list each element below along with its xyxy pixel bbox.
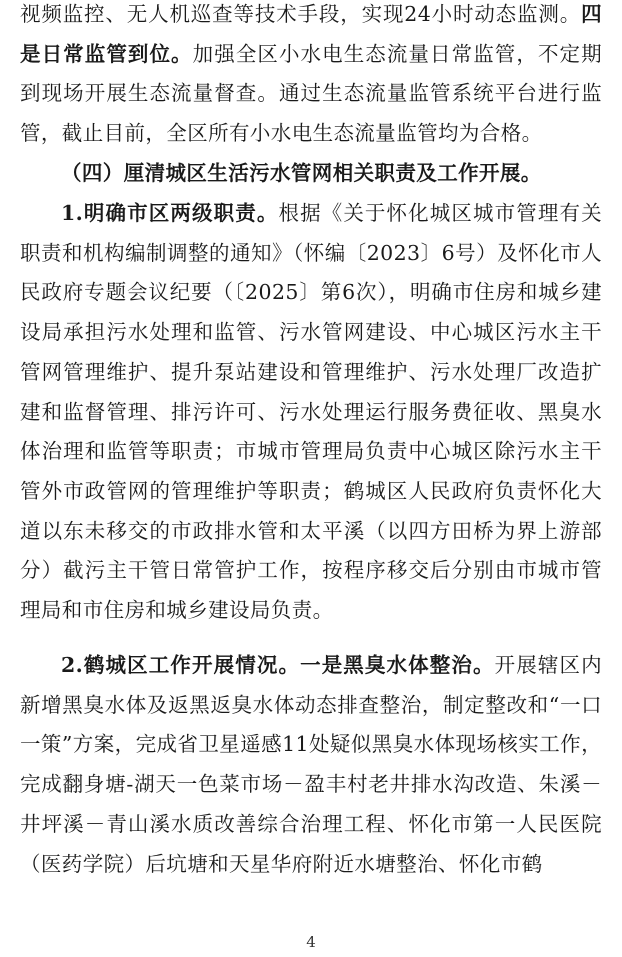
text-run: 视频监控、无人机巡查等技术手段，实现24小时动态监测。 <box>20 2 582 26</box>
paragraph-work-progress <box>20 646 602 884</box>
paragraph-responsibilities <box>20 194 602 631</box>
page-number: 4 <box>306 933 316 951</box>
text-run: 加强全区小水电生态流量日常监管，不定期到现场开展生态流量督查。通过生态流量监管系统平台进行监管，截止目前，全区所有小水电生态流量监管均为合格。 <box>20 41 603 146</box>
section-heading <box>20 154 602 194</box>
text-run: 开展辖区内新增黑臭水体及返黑返臭水体动态排查整治，制定整改和“一口一策”方案，完成省卫星遥感11处疑似黑臭水体现场核实工作，完成翻身塘-湖天一色菜市场－盈丰村老井排水沟改造、朱溪－井坪溪－青山溪水质改善综合治理工程、怀化市第一人民医院（医药学院）后坑塘和天星华府附近水塘整治、怀化市鹤 <box>20 653 602 876</box>
bold-heading-run: 2.鹤城区工作开展情况。一是黑臭水体整治。 <box>61 653 495 677</box>
text-run: 根据《关于怀化城区城市管理有关职责和机构编制调整的通知》（怀编〔2023〕6号）及怀化市人民政府专题会议纪要（〔2025〕第6次），明确市住房和城乡建设局承担污水处理和监管、污水管网建设、中心城区污水主干管网管理维护、提升泵站建设和管理维护、污水处理厂改造扩建和监督管理、排污许可、污水处理运行服务费征收、黑臭水体治理和监管等职责；市城市管理局负责中心城区除污水主干管外市政管网的管理维护等职责；鹤城区人民政府负责怀化大道以东未移交的市政排水管和太平溪（以四方田桥为界上游部分）截污主干管日常管护工作，按程序移交后分别由市城市管理局和市住房和城乡建设局负责。 <box>20 201 602 623</box>
section-heading-text: （四）厘清城区生活污水管网相关职责及工作开展。 <box>61 161 542 185</box>
paragraph-monitoring <box>20 0 602 154</box>
bold-heading-run: 四是日常监管到位。 <box>20 2 602 66</box>
bold-heading-run: 1.明确市区两级职责。 <box>61 201 279 225</box>
